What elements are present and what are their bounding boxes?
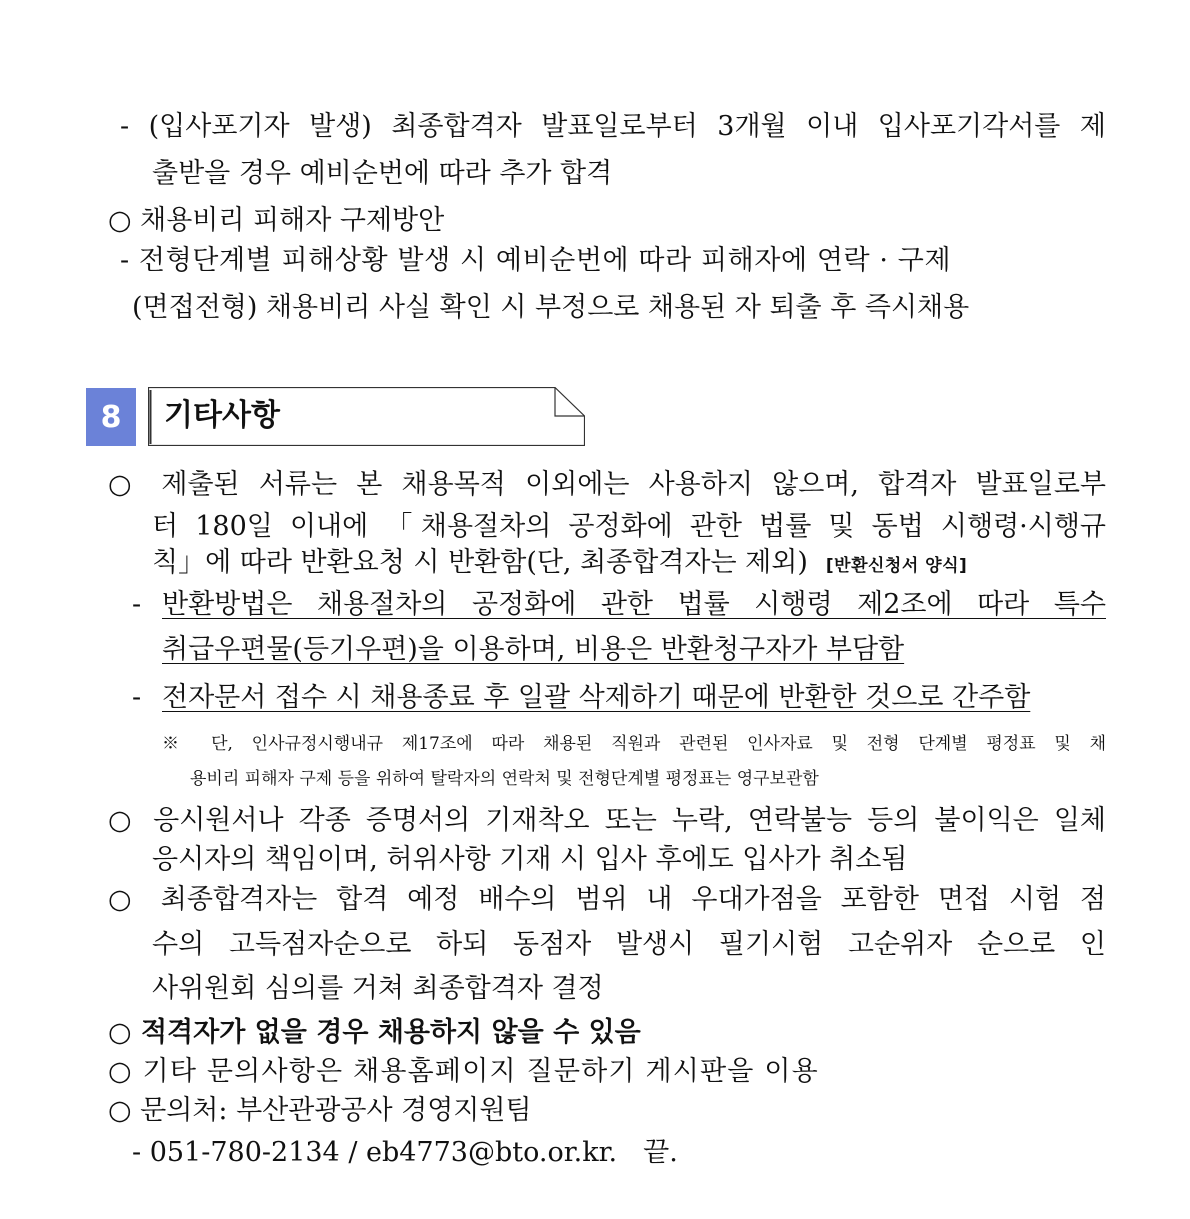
text-line: ○ 최종합격자는 합격 예정 배수의 범위 내 우대가점을 포함한 면접 시험 점	[108, 884, 1106, 915]
underlined-text: 반환방법은 채용절차의 공정화에 관한 법률 시행령 제2조에 따라 특수	[162, 589, 1106, 620]
text-span: 칙」에 따라 반환요청 시 반환함(단, 최종합격자는 제외)	[152, 547, 808, 578]
text-line: 출받을 경우 예비순번에 따라 추가 합격	[152, 158, 613, 189]
end-mark: 끝.	[643, 1137, 678, 1168]
text-line: ○ 제출된 서류는 본 채용목적 이외에는 사용하지 않으며, 합격자 발표일로부	[108, 469, 1106, 500]
text-line: 수의 고득점자순으로 하되 동점자 발생시 필기시험 고순위자 순으로 인	[152, 929, 1106, 960]
text-line: - (입사포기자 발생) 최종합격자 발표일로부터 3개월 이내 입사포기각서를 제	[120, 111, 1106, 142]
text-line: ○ 기타 문의사항은 채용홈페이지 질문하기 게시판을 이용	[108, 1056, 819, 1087]
note-line: 용비리 피해자 구제 등을 위하여 탈락자의 연락처 및 전형단계별 평정표는 영구보관함	[190, 769, 819, 789]
text-line	[152, 546, 967, 583]
text-line: (면접전형) 채용비리 사실 확인 시 부정으로 채용된 자 퇴출 후 즉시채용	[132, 292, 970, 323]
text-line: ○ 문의처: 부산관광공사 경영지원팀	[108, 1095, 532, 1126]
section-title-box	[148, 387, 585, 446]
text-line: 터 180일 이내에 「채용절차의 공정화에 관한 법률 및 동법 시행령·시행규	[152, 511, 1106, 542]
dash: -	[132, 589, 142, 620]
underlined-text: 전자문서 접수 시 채용종료 후 일괄 삭제하기 때문에 반환한 것으로 간주함	[162, 682, 1031, 713]
text-line: - 전형단계별 피해상황 발생 시 예비순번에 따라 피해자에 연락 · 구제	[120, 245, 952, 276]
bold-text-line: ○ 적격자가 없을 경우 채용하지 않을 수 있음	[108, 1017, 641, 1048]
form-tag[interactable]: [반환신청서 양식]	[825, 556, 968, 576]
text-line: 응시자의 책임이며, 허위사항 기재 시 입사 후에도 입사가 취소됨	[152, 844, 908, 875]
contact-line	[132, 1136, 678, 1170]
bullet-heading: ○ 채용비리 피해자 구제방안	[108, 205, 445, 236]
underlined-text: 취급우편물(등기우편)을 이용하며, 비용은 반환청구자가 부담함	[162, 634, 905, 665]
dash: -	[132, 682, 142, 713]
text-line: ○ 응시원서나 각종 증명서의 기재착오 또는 누락, 연락불능 등의 불이익은 일체	[108, 805, 1106, 836]
note-line: ※ 단, 인사규정시행내규 제17조에 따라 채용된 직원과 관련된 인사자료 및 전형 단계별 평정표 및 채	[162, 734, 1106, 754]
contact-info: - 051-780-2134 / eb4773@bto.or.kr.	[132, 1137, 618, 1168]
section-title: 기타사항	[164, 398, 280, 433]
text-line: 사위원회 심의를 거쳐 최종합격자 결정	[152, 973, 604, 1004]
section-number: 8	[86, 388, 136, 446]
